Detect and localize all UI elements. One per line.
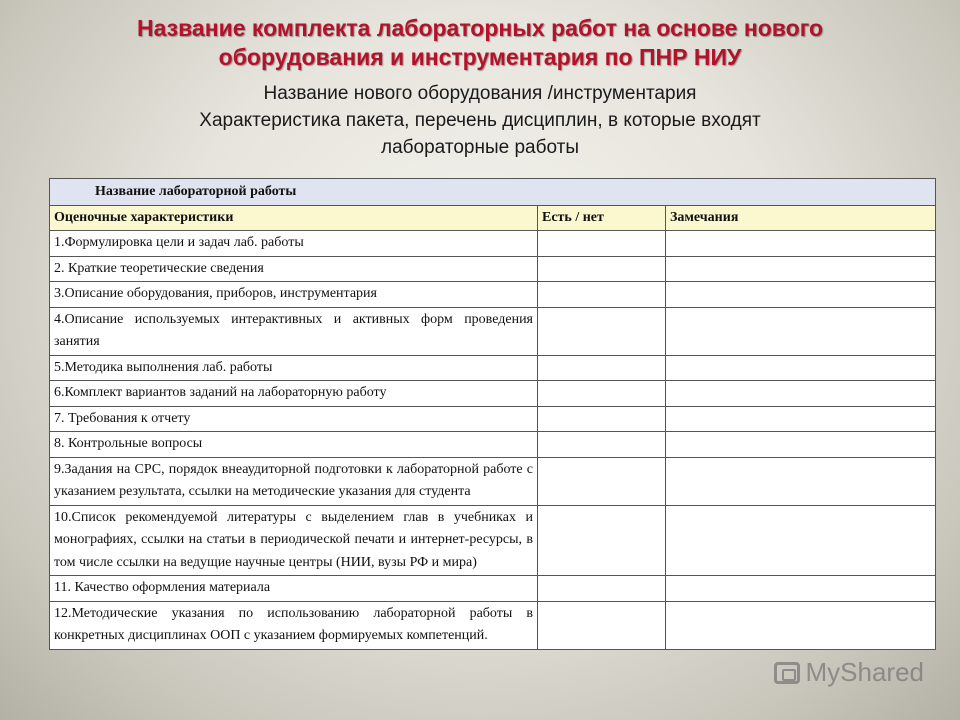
criterion-cell: 2. Краткие теоретические сведения xyxy=(50,256,538,282)
criterion-cell: 6.Комплект вариантов заданий на лабораторную работу xyxy=(50,381,538,407)
table-row xyxy=(50,282,936,308)
remarks-cell[interactable] xyxy=(666,282,936,308)
criterion-cell: 3.Описание оборудования, приборов, инструментария xyxy=(50,282,538,308)
table-name-header-row xyxy=(50,179,936,206)
table-row xyxy=(50,355,936,381)
remarks-cell[interactable] xyxy=(666,576,936,602)
remarks-cell[interactable] xyxy=(666,406,936,432)
subtitle-line-1: Название нового оборудования /инструментария xyxy=(263,83,697,104)
yes-no-cell[interactable] xyxy=(538,457,666,505)
yes-no-cell[interactable] xyxy=(538,406,666,432)
criterion-cell: 5.Методика выполнения лаб. работы xyxy=(50,355,538,381)
remarks-cell[interactable] xyxy=(666,457,936,505)
table-row xyxy=(50,256,936,282)
remarks-cell[interactable] xyxy=(666,307,936,355)
myshared-watermark xyxy=(774,657,925,688)
table-row xyxy=(50,576,936,602)
myshared-logo-icon xyxy=(774,662,800,684)
yes-no-cell[interactable] xyxy=(538,282,666,308)
watermark-text: MyShared xyxy=(805,657,924,687)
yes-no-cell[interactable] xyxy=(538,256,666,282)
remarks-cell[interactable] xyxy=(666,432,936,458)
table-row xyxy=(50,231,936,257)
subtitle-line-2: Характеристика пакета, перечень дисциплин, в которые входят xyxy=(199,110,761,131)
remarks-cell[interactable] xyxy=(666,601,936,649)
yes-no-cell[interactable] xyxy=(538,231,666,257)
yes-no-cell[interactable] xyxy=(538,576,666,602)
lab-work-name-header: Название лабораторной работы xyxy=(50,179,936,206)
remarks-cell[interactable] xyxy=(666,381,936,407)
criterion-cell: 12.Методические указания по использованию лабораторной работы в конкретных дисциплинах ООП с указанием формируемых компетенций. xyxy=(50,601,538,649)
column-header-yes-no: Есть / нет xyxy=(538,206,666,231)
title-line-2: оборудования и инструментария по ПНР НИУ xyxy=(218,44,742,70)
remarks-cell[interactable] xyxy=(666,505,936,576)
criterion-cell: 7. Требования к отчету xyxy=(50,406,538,432)
column-header-criteria: Оценочные характеристики xyxy=(50,206,538,231)
criterion-cell: 11. Качество оформления материала xyxy=(50,576,538,602)
yes-no-cell[interactable] xyxy=(538,432,666,458)
criterion-cell: 10.Список рекомендуемой литературы с выделением глав в учебниках и монографиях, ссылки на статьи в периодической печати и интернет-ресурсы, в том числе ссылки на ведущие научные центры (НИИ, вузы РФ и мира) xyxy=(50,505,538,576)
criterion-cell: 8. Контрольные вопросы xyxy=(50,432,538,458)
yes-no-cell[interactable] xyxy=(538,381,666,407)
slide-subtitle xyxy=(0,80,960,161)
table-row xyxy=(50,406,936,432)
title-line-1: Название комплекта лабораторных работ на основе нового xyxy=(136,15,824,41)
subtitle-line-3: лабораторные работы xyxy=(381,137,579,158)
yes-no-cell[interactable] xyxy=(538,505,666,576)
table-row xyxy=(50,307,936,355)
criterion-cell: 9.Задания на СРС, порядок внеаудиторной подготовки к лабораторной работе с указанием результата, ссылки на методические указания для студента xyxy=(50,457,538,505)
table-row xyxy=(50,601,936,649)
slide-title xyxy=(0,14,960,72)
column-header-remarks: Замечания xyxy=(666,206,936,231)
yes-no-cell[interactable] xyxy=(538,355,666,381)
criterion-cell: 4.Описание используемых интерактивных и активных форм проведения занятия xyxy=(50,307,538,355)
evaluation-table xyxy=(49,178,936,650)
criterion-cell: 1.Формулировка цели и задач лаб. работы xyxy=(50,231,538,257)
remarks-cell[interactable] xyxy=(666,355,936,381)
yes-no-cell[interactable] xyxy=(538,307,666,355)
table-row xyxy=(50,432,936,458)
remarks-cell[interactable] xyxy=(666,256,936,282)
table-row xyxy=(50,457,936,505)
table-row xyxy=(50,381,936,407)
table-column-header-row xyxy=(50,206,936,231)
yes-no-cell[interactable] xyxy=(538,601,666,649)
table-row xyxy=(50,505,936,576)
remarks-cell[interactable] xyxy=(666,231,936,257)
